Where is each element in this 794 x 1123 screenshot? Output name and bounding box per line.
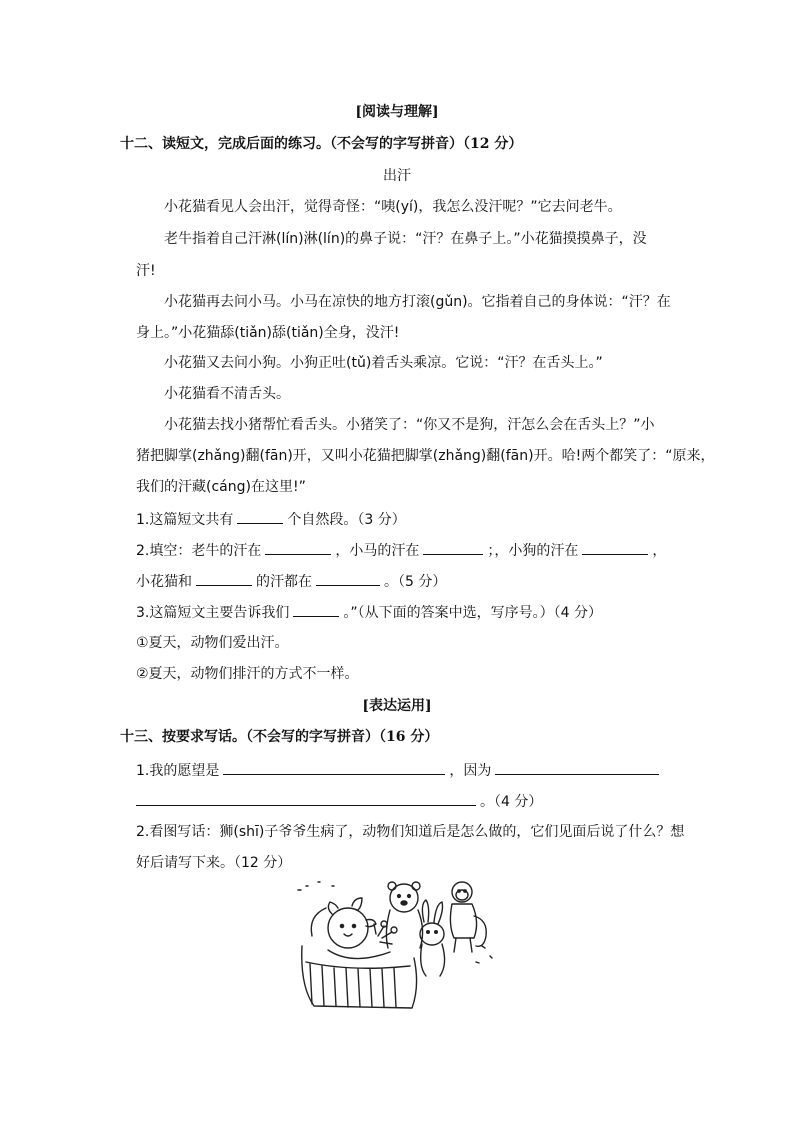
answer-blank[interactable] [223, 760, 445, 775]
question-13-item-2-cont: 好后请写下来。（12 分） [136, 855, 292, 871]
story-paragraph-3-cont: 身上。”小花猫舔(tiǎn)舔(tiǎn)全身，没汗! [136, 325, 400, 341]
item2-text-d: ， [652, 543, 667, 559]
sick-lion-illustration [292, 876, 502, 1016]
question-13-item-2: 2.看图写话：狮(shī)子爷爷生病了，动物们知道后是怎么做的，它们见面后说了什么？想 [136, 824, 685, 840]
question-12-item-2 [136, 540, 666, 561]
item3-text-b: 。”（从下面的答案中选，写序号。）（4 分） [343, 605, 602, 621]
answer-blank[interactable] [196, 571, 252, 586]
answer-blank[interactable] [237, 509, 283, 524]
answer-option-1: ①夏天，动物们爱出汗。 [136, 635, 289, 651]
story-paragraph-4: 小花猫又去问小狗。小狗正吐(tǔ)着舌头乘凉。它说：“汗？在舌头上。” [164, 355, 603, 371]
q13-item1-text-a: 1.我的愿望是 [136, 763, 220, 779]
section-expression-heading: [表达运用] [362, 698, 432, 714]
answer-blank[interactable] [293, 602, 339, 617]
story-paragraph-1: 小花猫看见人会出汗，觉得奇怪：“咦(yí)，我怎么没汗呢？”它去问老牛。 [164, 199, 622, 215]
answer-blank[interactable] [423, 540, 483, 555]
item3-text-a: 3.这篇短文主要告诉我们 [136, 605, 290, 621]
item2-text-f: 的汗都在 [256, 574, 312, 590]
answer-blank[interactable] [316, 571, 380, 586]
story-paragraph-6-end: 我们的汗藏(cáng)在这里!” [136, 479, 306, 495]
story-paragraph-2: 老牛指着自己汗淋(lín)淋(lín)的鼻子说：“汗？在鼻子上。”小花猫摸摸鼻子，没 [164, 231, 647, 247]
item2-text-e: 小花猫和 [136, 574, 192, 590]
section-reading-heading: [阅读与理解] [355, 104, 439, 120]
story-paragraph-6-cont: 猪把脚掌(zhǎng)翻(fān)开，又叫小花猫把脚掌(zhǎng)翻(fān)开。哈!两个都笑了：“原来， [136, 448, 715, 464]
q13-item1-text-c: 。（4 分） [480, 794, 543, 810]
question-12-item-2-cont [136, 571, 446, 592]
answer-blank[interactable] [265, 540, 331, 555]
question-13-item-1 [136, 760, 663, 781]
item2-text-a: 2.填空：老牛的汗在 [136, 543, 262, 559]
story-paragraph-3: 小花猫再去问小马。小马在凉快的地方打滚(gǔn)。它指着自己的身体说：“汗？在 [164, 294, 671, 310]
answer-blank[interactable] [582, 540, 648, 555]
story-paragraph-5: 小花猫看不清舌头。 [164, 386, 290, 402]
item1-text-a: 1.这篇短文共有 [136, 512, 234, 528]
answer-blank[interactable] [136, 791, 476, 806]
story-paragraph-6: 小花猫去找小猪帮忙看舌头。小猪笑了：“你又不是狗，汗怎么会在舌头上？”小 [164, 417, 655, 433]
question-12-heading: 十二、读短文，完成后面的练习。（不会写的字写拼音）（12 分） [120, 136, 523, 152]
question-12-item-3 [136, 602, 602, 623]
story-paragraph-2-cont: 汗! [136, 263, 156, 279]
question-13-heading: 十三、按要求写话。（不会写的字写拼音）（16 分） [120, 729, 439, 745]
q13-item1-text-b: ，因为 [449, 763, 492, 779]
item1-text-b: 个自然段。（3 分） [287, 512, 406, 528]
question-13-item-1-cont [136, 791, 542, 812]
answer-option-2: ②夏天，动物们排汗的方式不一样。 [136, 666, 359, 682]
item2-text-c: ；，小狗的汗在 [487, 543, 579, 559]
question-12-item-1 [136, 509, 406, 530]
item2-text-b: ，小马的汗在 [335, 543, 420, 559]
story-title: 出汗 [383, 168, 411, 184]
answer-blank[interactable] [495, 760, 659, 775]
item2-text-g: 。（5 分） [384, 574, 447, 590]
